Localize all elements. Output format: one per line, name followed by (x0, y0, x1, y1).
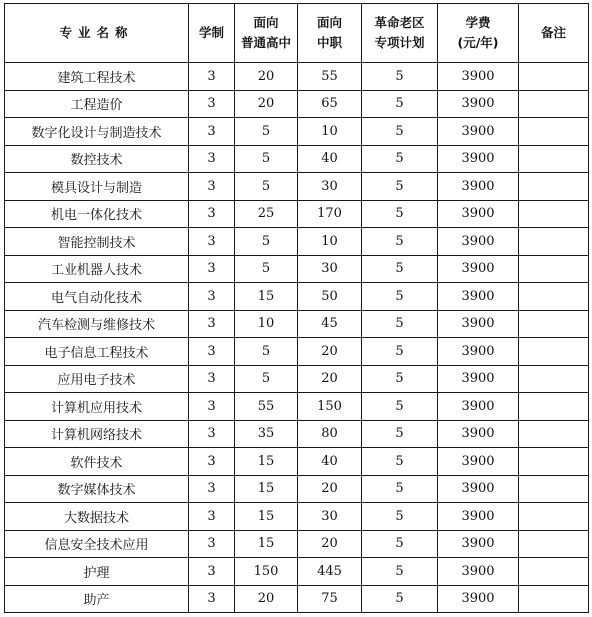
cell-old-area-quota: 5 (362, 173, 438, 201)
cell-general-quota: 15 (235, 448, 298, 476)
header-row (5, 4, 589, 63)
cell-duration: 3 (189, 420, 235, 448)
cell-general-quota: 20 (235, 63, 298, 91)
cell-major-name: 护理 (5, 558, 189, 586)
cell-vocational-quota: 445 (298, 558, 362, 586)
cell-remarks (519, 530, 589, 558)
cell-remarks (519, 145, 589, 173)
cell-old-area-quota: 5 (362, 475, 438, 503)
cell-old-area-quota: 5 (362, 145, 438, 173)
cell-duration: 3 (189, 228, 235, 256)
cell-general-quota: 5 (235, 338, 298, 366)
cell-remarks (519, 338, 589, 366)
cell-tuition-fee: 3900 (438, 310, 519, 338)
cell-old-area-quota: 5 (362, 200, 438, 228)
cell-old-area-quota: 5 (362, 420, 438, 448)
cell-vocational-quota: 40 (298, 145, 362, 173)
cell-duration: 3 (189, 283, 235, 311)
cell-vocational-quota: 75 (298, 585, 362, 613)
cell-major-name: 电气自动化技术 (5, 283, 189, 311)
header-fee-line1: 学费 (465, 15, 491, 30)
cell-old-area-quota: 5 (362, 310, 438, 338)
cell-vocational-quota: 150 (298, 393, 362, 421)
cell-remarks (519, 585, 589, 613)
cell-general-quota: 5 (235, 173, 298, 201)
table-row (5, 585, 589, 613)
header-tuition-fee (438, 4, 519, 63)
cell-remarks (519, 118, 589, 146)
table-row (5, 283, 589, 311)
table-row (5, 228, 589, 256)
cell-general-quota: 15 (235, 503, 298, 531)
cell-tuition-fee: 3900 (438, 393, 519, 421)
header-major-name: 专业名称 (5, 4, 189, 63)
cell-old-area-quota: 5 (362, 585, 438, 613)
table-row (5, 393, 589, 421)
cell-remarks (519, 90, 589, 118)
cell-remarks (519, 558, 589, 586)
table-row (5, 200, 589, 228)
table-row (5, 503, 589, 531)
header-general-line2: 普通高中 (240, 35, 291, 50)
table-body (5, 63, 589, 613)
cell-remarks (519, 200, 589, 228)
cell-major-name: 智能控制技术 (5, 228, 189, 256)
header-general-high-school (235, 4, 298, 63)
cell-remarks (519, 475, 589, 503)
cell-tuition-fee: 3900 (438, 118, 519, 146)
cell-general-quota: 5 (235, 145, 298, 173)
cell-major-name: 工程造价 (5, 90, 189, 118)
cell-old-area-quota: 5 (362, 283, 438, 311)
cell-duration: 3 (189, 365, 235, 393)
cell-vocational-quota: 10 (298, 118, 362, 146)
cell-vocational-quota: 45 (298, 310, 362, 338)
cell-tuition-fee: 3900 (438, 228, 519, 256)
cell-remarks (519, 228, 589, 256)
cell-tuition-fee: 3900 (438, 63, 519, 91)
cell-remarks (519, 503, 589, 531)
cell-old-area-quota: 5 (362, 365, 438, 393)
cell-major-name: 工业机器人技术 (5, 255, 189, 283)
cell-major-name: 应用电子技术 (5, 365, 189, 393)
cell-general-quota: 5 (235, 228, 298, 256)
cell-major-name: 模具设计与制造 (5, 173, 189, 201)
cell-general-quota: 20 (235, 90, 298, 118)
table-row (5, 90, 589, 118)
cell-duration: 3 (189, 448, 235, 476)
cell-vocational-quota: 80 (298, 420, 362, 448)
cell-remarks (519, 63, 589, 91)
header-duration: 学制 (189, 4, 235, 63)
cell-remarks (519, 173, 589, 201)
table-row (5, 310, 589, 338)
cell-old-area-quota: 5 (362, 90, 438, 118)
header-vocational-line2: 中职 (316, 35, 342, 50)
cell-major-name: 计算机网络技术 (5, 420, 189, 448)
cell-tuition-fee: 3900 (438, 255, 519, 283)
cell-duration: 3 (189, 118, 235, 146)
table-row (5, 475, 589, 503)
cell-vocational-quota: 65 (298, 90, 362, 118)
table-row (5, 338, 589, 366)
cell-vocational-quota: 30 (298, 255, 362, 283)
cell-tuition-fee: 3900 (438, 283, 519, 311)
cell-duration: 3 (189, 558, 235, 586)
cell-vocational-quota: 50 (298, 283, 362, 311)
cell-tuition-fee: 3900 (438, 200, 519, 228)
cell-general-quota: 15 (235, 530, 298, 558)
table-row (5, 63, 589, 91)
cell-duration: 3 (189, 90, 235, 118)
cell-major-name: 数控技术 (5, 145, 189, 173)
cell-remarks (519, 420, 589, 448)
cell-tuition-fee: 3900 (438, 530, 519, 558)
cell-general-quota: 25 (235, 200, 298, 228)
cell-tuition-fee: 3900 (438, 338, 519, 366)
cell-duration: 3 (189, 475, 235, 503)
cell-major-name: 软件技术 (5, 448, 189, 476)
cell-tuition-fee: 3900 (438, 173, 519, 201)
cell-remarks (519, 365, 589, 393)
cell-old-area-quota: 5 (362, 118, 438, 146)
cell-duration: 3 (189, 338, 235, 366)
cell-remarks (519, 255, 589, 283)
cell-major-name: 电子信息工程技术 (5, 338, 189, 366)
cell-duration: 3 (189, 310, 235, 338)
cell-remarks (519, 448, 589, 476)
cell-tuition-fee: 3900 (438, 365, 519, 393)
cell-duration: 3 (189, 173, 235, 201)
cell-vocational-quota: 20 (298, 338, 362, 366)
cell-tuition-fee: 3900 (438, 585, 519, 613)
cell-old-area-quota: 5 (362, 393, 438, 421)
cell-remarks (519, 283, 589, 311)
header-fee-line2: (元/年) (457, 35, 499, 50)
table-header (5, 4, 589, 63)
cell-old-area-quota: 5 (362, 338, 438, 366)
cell-vocational-quota: 10 (298, 228, 362, 256)
cell-general-quota: 150 (235, 558, 298, 586)
cell-general-quota: 15 (235, 475, 298, 503)
cell-major-name: 建筑工程技术 (5, 63, 189, 91)
cell-general-quota: 5 (235, 255, 298, 283)
cell-tuition-fee: 3900 (438, 420, 519, 448)
cell-general-quota: 55 (235, 393, 298, 421)
cell-old-area-quota: 5 (362, 558, 438, 586)
cell-general-quota: 15 (235, 283, 298, 311)
table-row (5, 118, 589, 146)
table-row (5, 558, 589, 586)
table-row (5, 145, 589, 173)
cell-old-area-quota: 5 (362, 503, 438, 531)
cell-duration: 3 (189, 530, 235, 558)
cell-tuition-fee: 3900 (438, 90, 519, 118)
cell-old-area-quota: 5 (362, 530, 438, 558)
cell-vocational-quota: 20 (298, 530, 362, 558)
cell-tuition-fee: 3900 (438, 145, 519, 173)
cell-general-quota: 35 (235, 420, 298, 448)
cell-old-area-quota: 5 (362, 63, 438, 91)
header-old-area-line1: 革命老区 (374, 15, 425, 30)
table-row (5, 530, 589, 558)
cell-duration: 3 (189, 255, 235, 283)
cell-old-area-quota: 5 (362, 448, 438, 476)
cell-remarks (519, 393, 589, 421)
table-row (5, 420, 589, 448)
cell-duration: 3 (189, 200, 235, 228)
cell-vocational-quota: 55 (298, 63, 362, 91)
cell-tuition-fee: 3900 (438, 448, 519, 476)
cell-major-name: 数字媒体技术 (5, 475, 189, 503)
cell-major-name: 数字化设计与制造技术 (5, 118, 189, 146)
cell-vocational-quota: 170 (298, 200, 362, 228)
cell-major-name: 计算机应用技术 (5, 393, 189, 421)
cell-vocational-quota: 20 (298, 475, 362, 503)
cell-vocational-quota: 40 (298, 448, 362, 476)
cell-remarks (519, 310, 589, 338)
cell-general-quota: 20 (235, 585, 298, 613)
cell-general-quota: 5 (235, 365, 298, 393)
cell-major-name: 大数据技术 (5, 503, 189, 531)
header-old-area-line2: 专项计划 (374, 35, 425, 50)
cell-major-name: 汽车检测与维修技术 (5, 310, 189, 338)
cell-major-name: 机电一体化技术 (5, 200, 189, 228)
cell-duration: 3 (189, 585, 235, 613)
table-row (5, 365, 589, 393)
table-row (5, 255, 589, 283)
cell-tuition-fee: 3900 (438, 475, 519, 503)
header-remarks: 备注 (519, 4, 589, 63)
header-vocational-line1: 面向 (316, 15, 342, 30)
cell-major-name: 信息安全技术应用 (5, 530, 189, 558)
cell-duration: 3 (189, 503, 235, 531)
enrollment-plan-table (4, 3, 589, 613)
cell-general-quota: 10 (235, 310, 298, 338)
cell-old-area-quota: 5 (362, 255, 438, 283)
header-vocational (298, 4, 362, 63)
cell-general-quota: 5 (235, 118, 298, 146)
cell-old-area-quota: 5 (362, 228, 438, 256)
header-old-revolutionary-area (362, 4, 438, 63)
cell-vocational-quota: 20 (298, 365, 362, 393)
cell-major-name: 助产 (5, 585, 189, 613)
cell-vocational-quota: 30 (298, 173, 362, 201)
cell-tuition-fee: 3900 (438, 558, 519, 586)
cell-duration: 3 (189, 63, 235, 91)
header-general-line1: 面向 (253, 15, 279, 30)
table-row (5, 173, 589, 201)
cell-duration: 3 (189, 393, 235, 421)
table-row (5, 448, 589, 476)
cell-vocational-quota: 30 (298, 503, 362, 531)
cell-duration: 3 (189, 145, 235, 173)
cell-tuition-fee: 3900 (438, 503, 519, 531)
